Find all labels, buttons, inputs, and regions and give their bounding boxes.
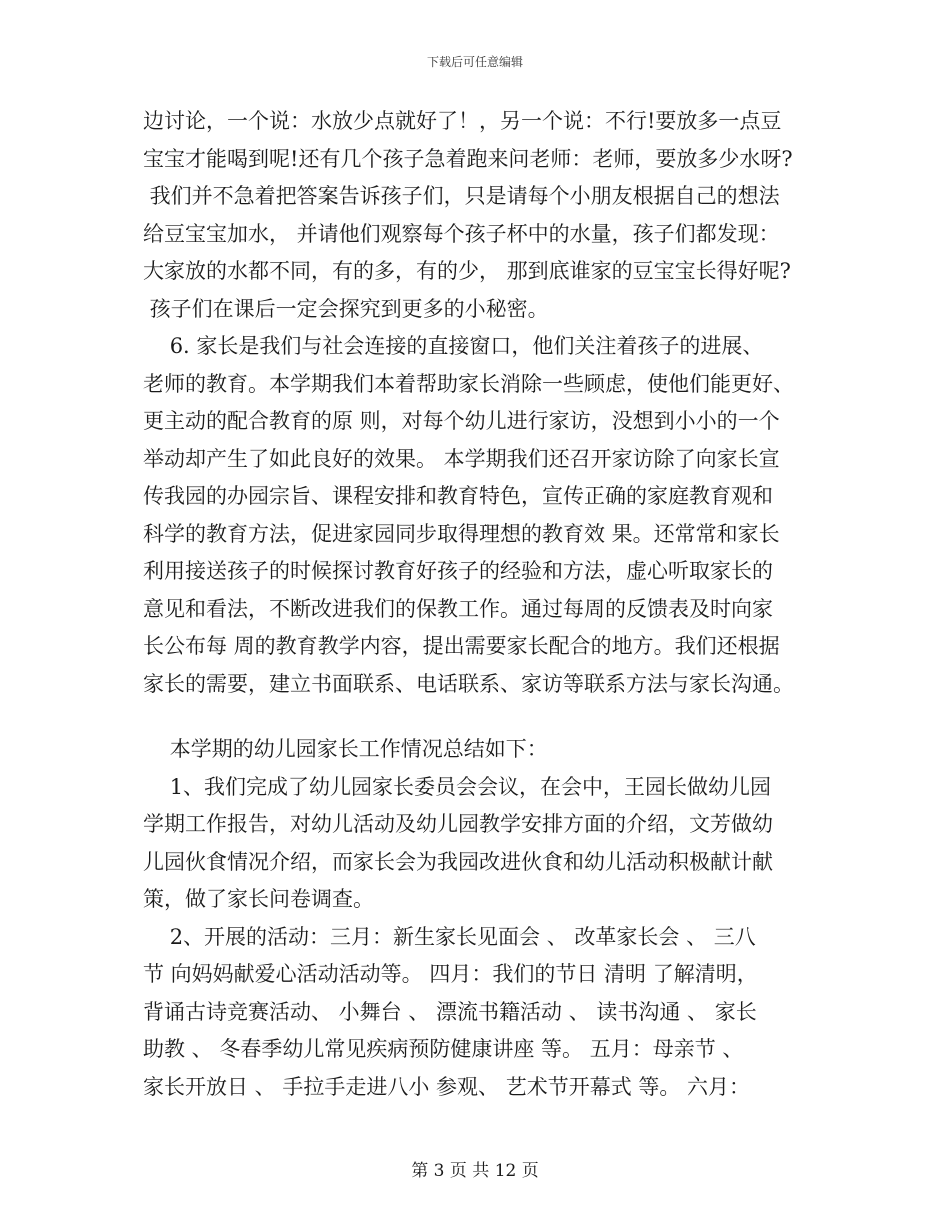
page-header: 下载后可任意编辑 xyxy=(426,55,523,69)
text-line: 儿园伙食情况介绍，而家长会为我园改进伙食和幼儿活动积极献计献 xyxy=(143,849,773,874)
page-number-footer: 第 3 页 共 12 页 xyxy=(411,1161,539,1181)
text-line: 家长的需要，建立书面联系、电话联系、家访等联系方法与家长沟通。 xyxy=(143,671,794,696)
document-body xyxy=(143,103,813,1106)
text-line: 科学的教育方法，促进家园同步取得理想的教育效 果。还常常和家长 xyxy=(143,521,780,546)
text-line: 1、我们完成了幼儿园家长委员会会议，在会中，王园长做幼儿园 xyxy=(143,774,772,799)
text-line: 家长开放日 、 手拉手走进八小 参观、 艺术节开幕式 等。 六月： xyxy=(143,1074,751,1099)
text-line: 策，做了家长问卷调查。 xyxy=(143,887,374,911)
text-line: 给豆宝宝加水， 并请他们观察每个孩子杯中的水量，孩子们都发现： xyxy=(143,221,780,246)
text-line: 老师的教育。本学期我们本着帮助家长消除一些顾虑，使他们能更好、 xyxy=(143,371,794,396)
text-line: 孩子们在课后一定会探究到更多的小秘密。 xyxy=(143,296,549,321)
text-line: 本学期的幼儿园家长工作情况总结如下： xyxy=(143,737,548,761)
text-line: 6. 家长是我们与社会连接的直接窗口，他们关注着孩子的进展、 xyxy=(143,334,764,358)
text-line: 意见和看法，不断改进我们的保教工作。通过每周的反馈表及时向家 xyxy=(143,596,773,621)
paragraph xyxy=(143,103,813,328)
paragraph xyxy=(143,328,813,703)
paragraph xyxy=(143,731,813,919)
text-line: 传我园的办园宗旨、课程安排和教育特色，宣传正确的家庭教育观和 xyxy=(143,484,773,508)
paragraph-gap xyxy=(143,703,813,731)
paragraph xyxy=(143,919,813,1107)
text-line: 利用接送孩子的时候探讨教育好孩子的经验和方法，虚心听取家长的 xyxy=(143,559,773,583)
text-line: 2、开展的活动：三月：新生家长见面会 、 改革家长会 、 三八 xyxy=(143,924,756,949)
text-line: 助教 、 冬春季幼儿常见疾病预防健康讲座 等。 五月：母亲节 、 xyxy=(143,1037,744,1061)
text-line: 我们并不急着把答案告诉孩子们，只是请每个小朋友根据自己的想法 xyxy=(143,184,780,208)
text-line: 边讨论，一个说：水放少点就好了！，另一个说：不行!要放多一点豆 xyxy=(143,109,782,133)
text-line: 更主动的配合教育的原 则，对每个幼儿进行家访，没想到小小的一个 xyxy=(143,409,780,433)
text-line: 背诵古诗竞赛活动、 小舞台 、 漂流书籍活动 、 读书沟通 、 家长 xyxy=(143,999,757,1024)
text-line: 学期工作报告，对幼儿活动及幼儿园教学安排方面的介绍，文芳做幼 xyxy=(143,812,773,836)
text-line: 宝宝才能喝到呢!还有几个孩子急着跑来问老师：老师，要放多少水呀? xyxy=(143,146,793,171)
text-line: 举动却产生了如此良好的效果。 本学期我们还召开家访除了向家长宣 xyxy=(143,446,780,471)
text-line: 大家放的水都不同，有的多，有的少， 那到底谁家的豆宝宝长得好呢? xyxy=(143,259,791,283)
text-line: 节 向妈妈献爱心活动活动等。 四月：我们的节日 清明 了解清明， xyxy=(143,962,758,986)
text-line: 长公布每 周的教育教学内容，提出需要家长配合的地方。我们还根据 xyxy=(143,634,780,658)
